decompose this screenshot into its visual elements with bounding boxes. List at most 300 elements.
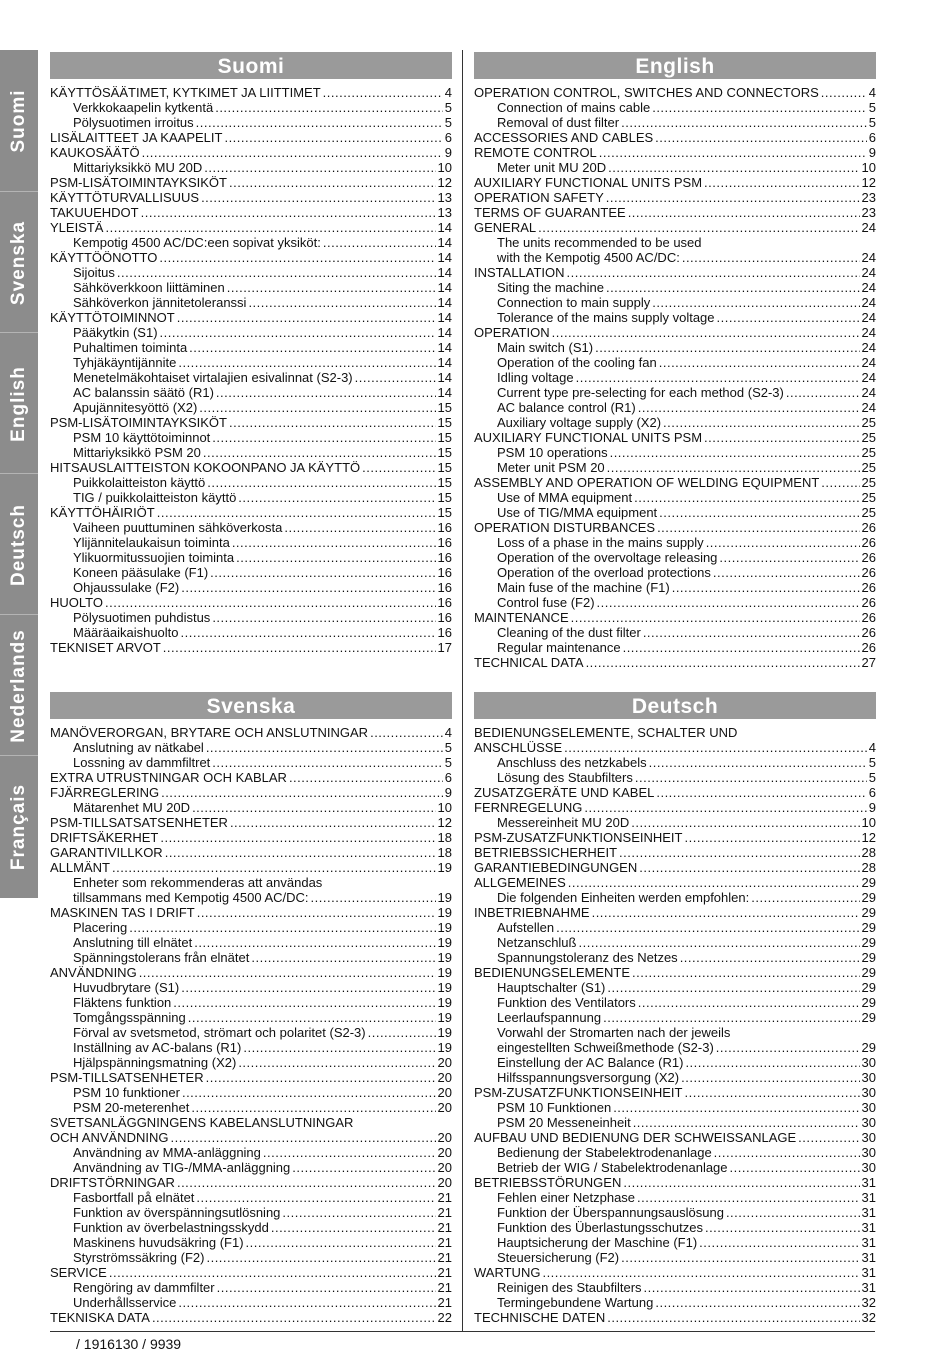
toc-entry-title: Ylijännitelaukaisun toiminta (73, 535, 230, 550)
toc-entry-title: PSM-ZUSATZFUNKTIONSEINHEIT (474, 830, 683, 845)
toc-entry (50, 565, 452, 580)
toc-entry-title: AUFBAU UND BEDIENUNG DER SCHWEISSANLAGE (474, 1130, 797, 1145)
dot-leader (181, 580, 435, 595)
toc-entry-page: 15 (437, 490, 452, 505)
toc-entry-title: Spänningstolerans från elnätet (73, 950, 250, 965)
toc-entry-page: 18 (437, 830, 452, 845)
dot-leader (203, 445, 436, 460)
toc-entry-title: INSTALLATION (474, 265, 565, 280)
toc-entry-title: WARTUNG (474, 1265, 541, 1280)
toc-entry-title: GARANTIVILLKOR (50, 845, 163, 860)
toc-entry (474, 400, 876, 415)
toc-entry-page: 14 (437, 340, 452, 355)
toc-entry (474, 370, 876, 385)
dot-leader (652, 100, 867, 115)
toc-entry-title: SVETSANLÄGGNINGENS KABELANSLUTNINGAR (50, 1115, 354, 1130)
toc-entry (474, 580, 876, 595)
toc-entry-title: Aufstellen (497, 920, 555, 935)
side-tab-english (0, 332, 38, 474)
toc-entry (474, 220, 876, 235)
toc-entry (474, 1160, 876, 1175)
dot-leader (633, 1115, 860, 1130)
toc-entry-title: Leerlaufspannung (497, 1010, 602, 1025)
toc-entry (50, 1040, 452, 1055)
toc-entry-page: 15 (437, 505, 452, 520)
toc-entry-page: 24 (861, 400, 876, 415)
dot-leader (160, 325, 436, 340)
toc-entry-title: EXTRA UTRUSTNINGAR OCH KABLAR (50, 770, 287, 785)
dot-leader (672, 580, 860, 595)
toc-entry (50, 770, 452, 785)
toc-entry-page: 26 (861, 610, 876, 625)
dot-leader (607, 460, 860, 475)
toc-entry-title: AUXILIARY FUNCTIONAL UNITS PSM (474, 430, 703, 445)
toc-entry-title: KÄYTTÖHÄIRIÖT (50, 505, 155, 520)
dot-leader (726, 1205, 860, 1220)
toc-entry-title: OPERATION CONTROL, SWITCHES AND CONNECTORS (474, 85, 819, 100)
dot-leader (719, 550, 859, 565)
dot-leader (230, 815, 436, 830)
toc-entry (50, 1190, 452, 1205)
dot-leader (576, 370, 860, 385)
toc-entry-title: PSM 10 operations (497, 445, 608, 460)
dot-leader (643, 625, 860, 640)
toc-entry (474, 785, 876, 800)
toc-entry-title: YLEISTÄ (50, 220, 104, 235)
dot-leader (263, 1145, 436, 1160)
dot-leader (571, 610, 860, 625)
toc-entry-page: 20 (437, 1055, 452, 1070)
toc-entry-page: 31 (861, 1235, 876, 1250)
toc-entry-page: 29 (861, 1040, 876, 1055)
toc-entry-title: GARANTIEBEDINGUNGEN (474, 860, 638, 875)
toc-entry (474, 640, 876, 655)
toc-entry-page: 19 (437, 860, 452, 875)
dot-leader (567, 265, 860, 280)
dot-leader (607, 1310, 859, 1325)
dot-leader (159, 250, 435, 265)
toc-entry-title: TEKNISET ARVOT (50, 640, 161, 655)
dot-leader (323, 235, 436, 250)
toc-entry-page: 6 (444, 130, 452, 145)
toc-entry-page: 25 (861, 460, 876, 475)
toc-entry-title: OCH ANVÄNDNING (50, 1130, 169, 1145)
toc-entry (50, 160, 452, 175)
toc-entry-page: 13 (437, 205, 452, 220)
toc-entry-title: Vaiheen puuttuminen sähköverkosta (73, 520, 283, 535)
dot-leader (181, 625, 436, 640)
toc-entry-title: FJÄRREGLERING (50, 785, 160, 800)
dot-leader (271, 1220, 436, 1235)
dot-leader (142, 145, 443, 160)
toc-entry (50, 250, 452, 265)
toc-entry-page: 21 (437, 1205, 452, 1220)
dot-leader (232, 535, 436, 550)
toc-entry-page: 6 (868, 130, 876, 145)
toc-entry-page: 20 (437, 1100, 452, 1115)
toc-entry-title: Verkkokaapelin kytkentä (73, 100, 214, 115)
dot-leader (663, 415, 860, 430)
dot-leader (608, 160, 859, 175)
toc-entry (474, 1115, 876, 1130)
toc-entry-title: Fehlen einer Netzphase (497, 1190, 636, 1205)
toc-entry-title: Control fuse (F2) (497, 595, 595, 610)
toc-entry (474, 725, 876, 740)
section-title: Svenska (50, 692, 452, 719)
toc-entry-page: 32 (861, 1295, 876, 1310)
toc-entry (474, 1265, 876, 1280)
toc-entry-title: Funktion des Ventilators (497, 995, 636, 1010)
toc-entry-page: 30 (861, 1070, 876, 1085)
toc-entry (474, 1235, 876, 1250)
dot-leader (638, 995, 860, 1010)
toc-entry-title: PSM 10 käyttötoiminnot (73, 430, 211, 445)
toc-entry (50, 875, 452, 890)
toc-entry-page: 6 (444, 770, 452, 785)
toc-entry (50, 130, 452, 145)
toc-entry (50, 265, 452, 280)
toc-entry (474, 1040, 876, 1055)
toc-entry-page: 21 (437, 1280, 452, 1295)
toc-entry-page: 25 (861, 430, 876, 445)
toc-entry-page: 5 (868, 115, 876, 130)
toc-entry (474, 430, 876, 445)
toc-entry (50, 100, 452, 115)
toc-entry-page: 16 (437, 535, 452, 550)
toc-entry-page: 16 (437, 595, 452, 610)
dot-leader (542, 1265, 859, 1280)
toc-entry-page: 14 (437, 310, 452, 325)
dot-leader (355, 370, 436, 385)
toc-entry-page: 19 (437, 1025, 452, 1040)
dot-leader (659, 505, 859, 520)
toc-entry (474, 625, 876, 640)
toc-entry (50, 995, 452, 1010)
toc-entry-title: Vorwahl der Stromarten nach der jeweils (497, 1025, 731, 1040)
dot-leader (248, 295, 435, 310)
toc-entry-title: Use of TIG/MMA equipment (497, 505, 658, 520)
toc-entry (50, 860, 452, 875)
dot-leader (188, 1010, 436, 1025)
toc-entry-title: BEDIENUNGSELEMENTE (474, 965, 631, 980)
toc-entry (50, 220, 452, 235)
toc-entry-page: 12 (861, 175, 876, 190)
toc-entry-page: 29 (861, 935, 876, 950)
toc-entry (50, 475, 452, 490)
toc-entry (50, 520, 452, 535)
toc-entry (474, 325, 876, 340)
toc-entry-page: 5 (444, 115, 452, 130)
dot-leader (655, 130, 867, 145)
dot-leader (229, 175, 436, 190)
toc-entry (50, 890, 452, 905)
toc-entry-page: 28 (861, 845, 876, 860)
toc-entry (50, 490, 452, 505)
toc-entry-title: Tomgångsspänning (73, 1010, 186, 1025)
toc-entry (50, 580, 452, 595)
toc-entry (50, 310, 452, 325)
toc-entry-title: Connection to main supply (497, 295, 651, 310)
toc-entry (474, 965, 876, 980)
toc-entry-title: Fasbortfall på elnätet (73, 1190, 195, 1205)
toc-entry-title: PSM 10 funktioner (73, 1085, 180, 1100)
dot-leader (251, 950, 435, 965)
toc-entry (474, 1250, 876, 1265)
toc-entry (50, 235, 452, 250)
toc-entry-title: KÄYTTÖSÄÄTIMET, KYTKIMET JA LIITTIMET (50, 85, 321, 100)
dot-leader (173, 995, 435, 1010)
toc-entry (50, 115, 452, 130)
toc-entry-title: KÄYTTÖTURVALLISUUS (50, 190, 200, 205)
dot-leader (206, 1250, 435, 1265)
toc-entry-page: 30 (861, 1115, 876, 1130)
toc-entry-page: 23 (861, 190, 876, 205)
toc-entry-page: 19 (437, 980, 452, 995)
dot-leader (606, 190, 860, 205)
toc-entry-page: 21 (437, 1190, 452, 1205)
toc-entry-title: Operation of the overvoltage releasing (497, 550, 718, 565)
dot-leader (238, 1055, 435, 1070)
toc-entry-page: 31 (861, 1220, 876, 1235)
toc-entry (50, 785, 452, 800)
toc-entry (50, 445, 452, 460)
toc-entry-page: 26 (861, 580, 876, 595)
toc-entry-page: 5 (868, 100, 876, 115)
toc-entry-page: 24 (861, 295, 876, 310)
toc-entry-page: 15 (437, 475, 452, 490)
dot-leader (129, 920, 435, 935)
toc-entry (474, 175, 876, 190)
toc-entry (50, 640, 452, 655)
dot-leader (656, 785, 866, 800)
toc-entry-title: Puhaltimen toiminta (73, 340, 188, 355)
toc-entry-page: 19 (437, 950, 452, 965)
dot-leader (182, 1085, 436, 1100)
toc-entry-title: Mittariyksikkö MU 20D (73, 160, 203, 175)
toc-entry (474, 490, 876, 505)
toc-entry-page: 26 (861, 550, 876, 565)
toc-entry (474, 100, 876, 115)
toc-entry (474, 950, 876, 965)
toc-entry-title: MASKINEN TAS I DRIFT (50, 905, 195, 920)
toc-entry-title: LISÄLAITTEET JA KAAPELIT (50, 130, 223, 145)
dot-leader (699, 1235, 859, 1250)
toc-entry (50, 595, 452, 610)
toc-entry (474, 655, 876, 670)
toc-entry (50, 950, 452, 965)
dot-leader (362, 460, 435, 475)
dot-leader (109, 1265, 436, 1280)
dot-leader (684, 1085, 859, 1100)
toc-entry-title: PSM-ZUSATZFUNKTIONSEINHEIT (474, 1085, 683, 1100)
toc-entry-page: 30 (861, 1130, 876, 1145)
toc-entry (50, 980, 452, 995)
side-tab-label: English (8, 365, 29, 442)
dot-leader (217, 1280, 436, 1295)
dot-leader (284, 520, 435, 535)
section-title: English (474, 52, 876, 79)
dot-leader (196, 115, 443, 130)
toc-list (50, 85, 452, 655)
dot-leader (157, 505, 436, 520)
language-side-tabs (0, 50, 38, 898)
toc-entry-page: 19 (437, 965, 452, 980)
footer-rule (50, 1331, 875, 1332)
dot-leader (681, 1070, 859, 1085)
toc-entry (474, 1085, 876, 1100)
toc-entry-page: 10 (861, 815, 876, 830)
toc-entry-title: Förval av svetsmetod, strömart och polaritet (S2-3) (73, 1025, 366, 1040)
toc-entry-page: 28 (861, 860, 876, 875)
toc-entry-page: 30 (861, 1055, 876, 1070)
toc-entry-title: Messereinheit MU 20D (497, 815, 630, 830)
dot-leader (161, 785, 443, 800)
toc-entry (474, 250, 876, 265)
toc-entry-page: 9 (444, 785, 452, 800)
dot-leader (207, 475, 435, 490)
dot-leader (216, 385, 436, 400)
toc-entry-page: 16 (437, 520, 452, 535)
toc-entry-page: 10 (861, 160, 876, 175)
dot-leader (141, 205, 436, 220)
toc-entry (50, 920, 452, 935)
toc-entry-page: 14 (437, 370, 452, 385)
toc-entry (50, 370, 452, 385)
dot-leader (652, 295, 859, 310)
toc-entry (50, 1010, 452, 1025)
toc-entry (474, 565, 876, 580)
dot-leader (311, 890, 436, 905)
toc-entry (474, 145, 876, 160)
toc-entry-title: Funktion des Überlastungsschutzes (497, 1220, 703, 1235)
toc-entry-title: ANSCHLÜSSE (474, 740, 563, 755)
toc-entry-title: TECHNISCHE DATEN (474, 1310, 606, 1325)
toc-entry (50, 400, 452, 415)
toc-entry-title: ACCESSORIES AND CABLES (474, 130, 654, 145)
toc-entry-title: MANÖVERORGAN, BRYTARE OCH ANSLUTNINGAR (50, 725, 369, 740)
dot-leader (607, 980, 859, 995)
toc-entry (474, 1175, 876, 1190)
toc-entry-page: 5 (868, 755, 876, 770)
toc-entry-page: 16 (437, 565, 452, 580)
dot-leader (751, 890, 859, 905)
toc-entry (50, 625, 452, 640)
toc-entry (474, 295, 876, 310)
toc-entry (50, 1055, 452, 1070)
toc-entry-page: 25 (861, 415, 876, 430)
toc-entry-page: 29 (861, 905, 876, 920)
toc-entry (474, 190, 876, 205)
toc-entry-page: 5 (444, 100, 452, 115)
toc-entry-page: 20 (437, 1085, 452, 1100)
toc-entry-page: 20 (437, 1130, 452, 1145)
toc-entry-title: Pääkytkin (S1) (73, 325, 158, 340)
dot-leader (152, 1310, 436, 1325)
toc-entry (50, 1175, 452, 1190)
toc-entry (50, 935, 452, 950)
toc-entry-title: Kempotig 4500 AC/DC:een sopivat yksiköt: (73, 235, 321, 250)
dot-leader (599, 145, 867, 160)
toc-entry-page: 24 (861, 250, 876, 265)
toc-entry-title: Hjälpspänningsmatning (X2) (73, 1055, 237, 1070)
column-divider (462, 50, 463, 1332)
toc-entry (50, 460, 452, 475)
toc-entry (50, 205, 452, 220)
toc-entry (474, 935, 876, 950)
toc-entry-page: 26 (861, 535, 876, 550)
dot-leader (212, 755, 442, 770)
toc-entry-title: Spannungstoleranz des Netzes (497, 950, 678, 965)
dot-leader (631, 815, 859, 830)
toc-entry-page: 4 (444, 85, 452, 100)
dot-leader (192, 800, 435, 815)
dot-leader (105, 220, 435, 235)
toc-entry-title: Lossning av dammfiltret (73, 755, 211, 770)
dot-leader (798, 1130, 859, 1145)
toc-entry-page: 31 (861, 1265, 876, 1280)
toc-entry (50, 905, 452, 920)
toc-entry-page: 32 (861, 1310, 876, 1325)
toc-entry-page: 14 (437, 295, 452, 310)
toc-entry-page: 19 (437, 995, 452, 1010)
toc-entry (474, 995, 876, 1010)
toc-entry-title: Tolerance of the mains supply voltage (497, 310, 715, 325)
toc-entry-title: Funktion der Überspannungsauslösung (497, 1205, 724, 1220)
dot-leader (595, 340, 859, 355)
toc-entry (474, 1205, 876, 1220)
toc-entry (50, 740, 452, 755)
toc-entry-page: 21 (437, 1265, 452, 1280)
dot-leader (170, 1130, 435, 1145)
toc-entry-title: ALLGEMEINES (474, 875, 566, 890)
dot-leader (139, 965, 436, 980)
toc-entry-title: ALLMÄNT (50, 860, 110, 875)
dot-leader (368, 1025, 436, 1040)
toc-entry-page: 10 (437, 800, 452, 815)
toc-entry-page: 20 (437, 1145, 452, 1160)
toc-entry (50, 85, 452, 100)
toc-entry-title: Use of MMA equipment (497, 490, 633, 505)
toc-entry (50, 755, 452, 770)
toc-entry-title: Hauptschalter (S1) (497, 980, 606, 995)
toc-entry-title: Netzanschluß (497, 935, 577, 950)
toc-entry (50, 1145, 452, 1160)
dot-leader (628, 205, 860, 220)
toc-entry-title: Main fuse of the machine (F1) (497, 580, 670, 595)
toc-entry-page: 29 (861, 875, 876, 890)
toc-entry (50, 325, 452, 340)
toc-entry-page: 29 (861, 920, 876, 935)
toc-entry (50, 965, 452, 980)
dot-leader (613, 1100, 859, 1115)
side-tab-label: Français (8, 783, 29, 870)
toc-entry (474, 875, 876, 890)
toc-entry-page: 25 (861, 445, 876, 460)
toc-entry (474, 1190, 876, 1205)
toc-entry-page: 10 (437, 160, 452, 175)
dot-leader (212, 610, 435, 625)
toc-entry (50, 355, 452, 370)
dot-leader (713, 565, 860, 580)
dot-leader (556, 920, 859, 935)
toc-entry (50, 1085, 452, 1100)
toc-entry-page: 30 (861, 1100, 876, 1115)
dot-leader (224, 130, 442, 145)
toc-entry (50, 1025, 452, 1040)
toc-entry-page: 26 (861, 595, 876, 610)
toc-entry-title: PSM 20 Messeneinheit (497, 1115, 631, 1130)
dot-leader (584, 800, 866, 815)
